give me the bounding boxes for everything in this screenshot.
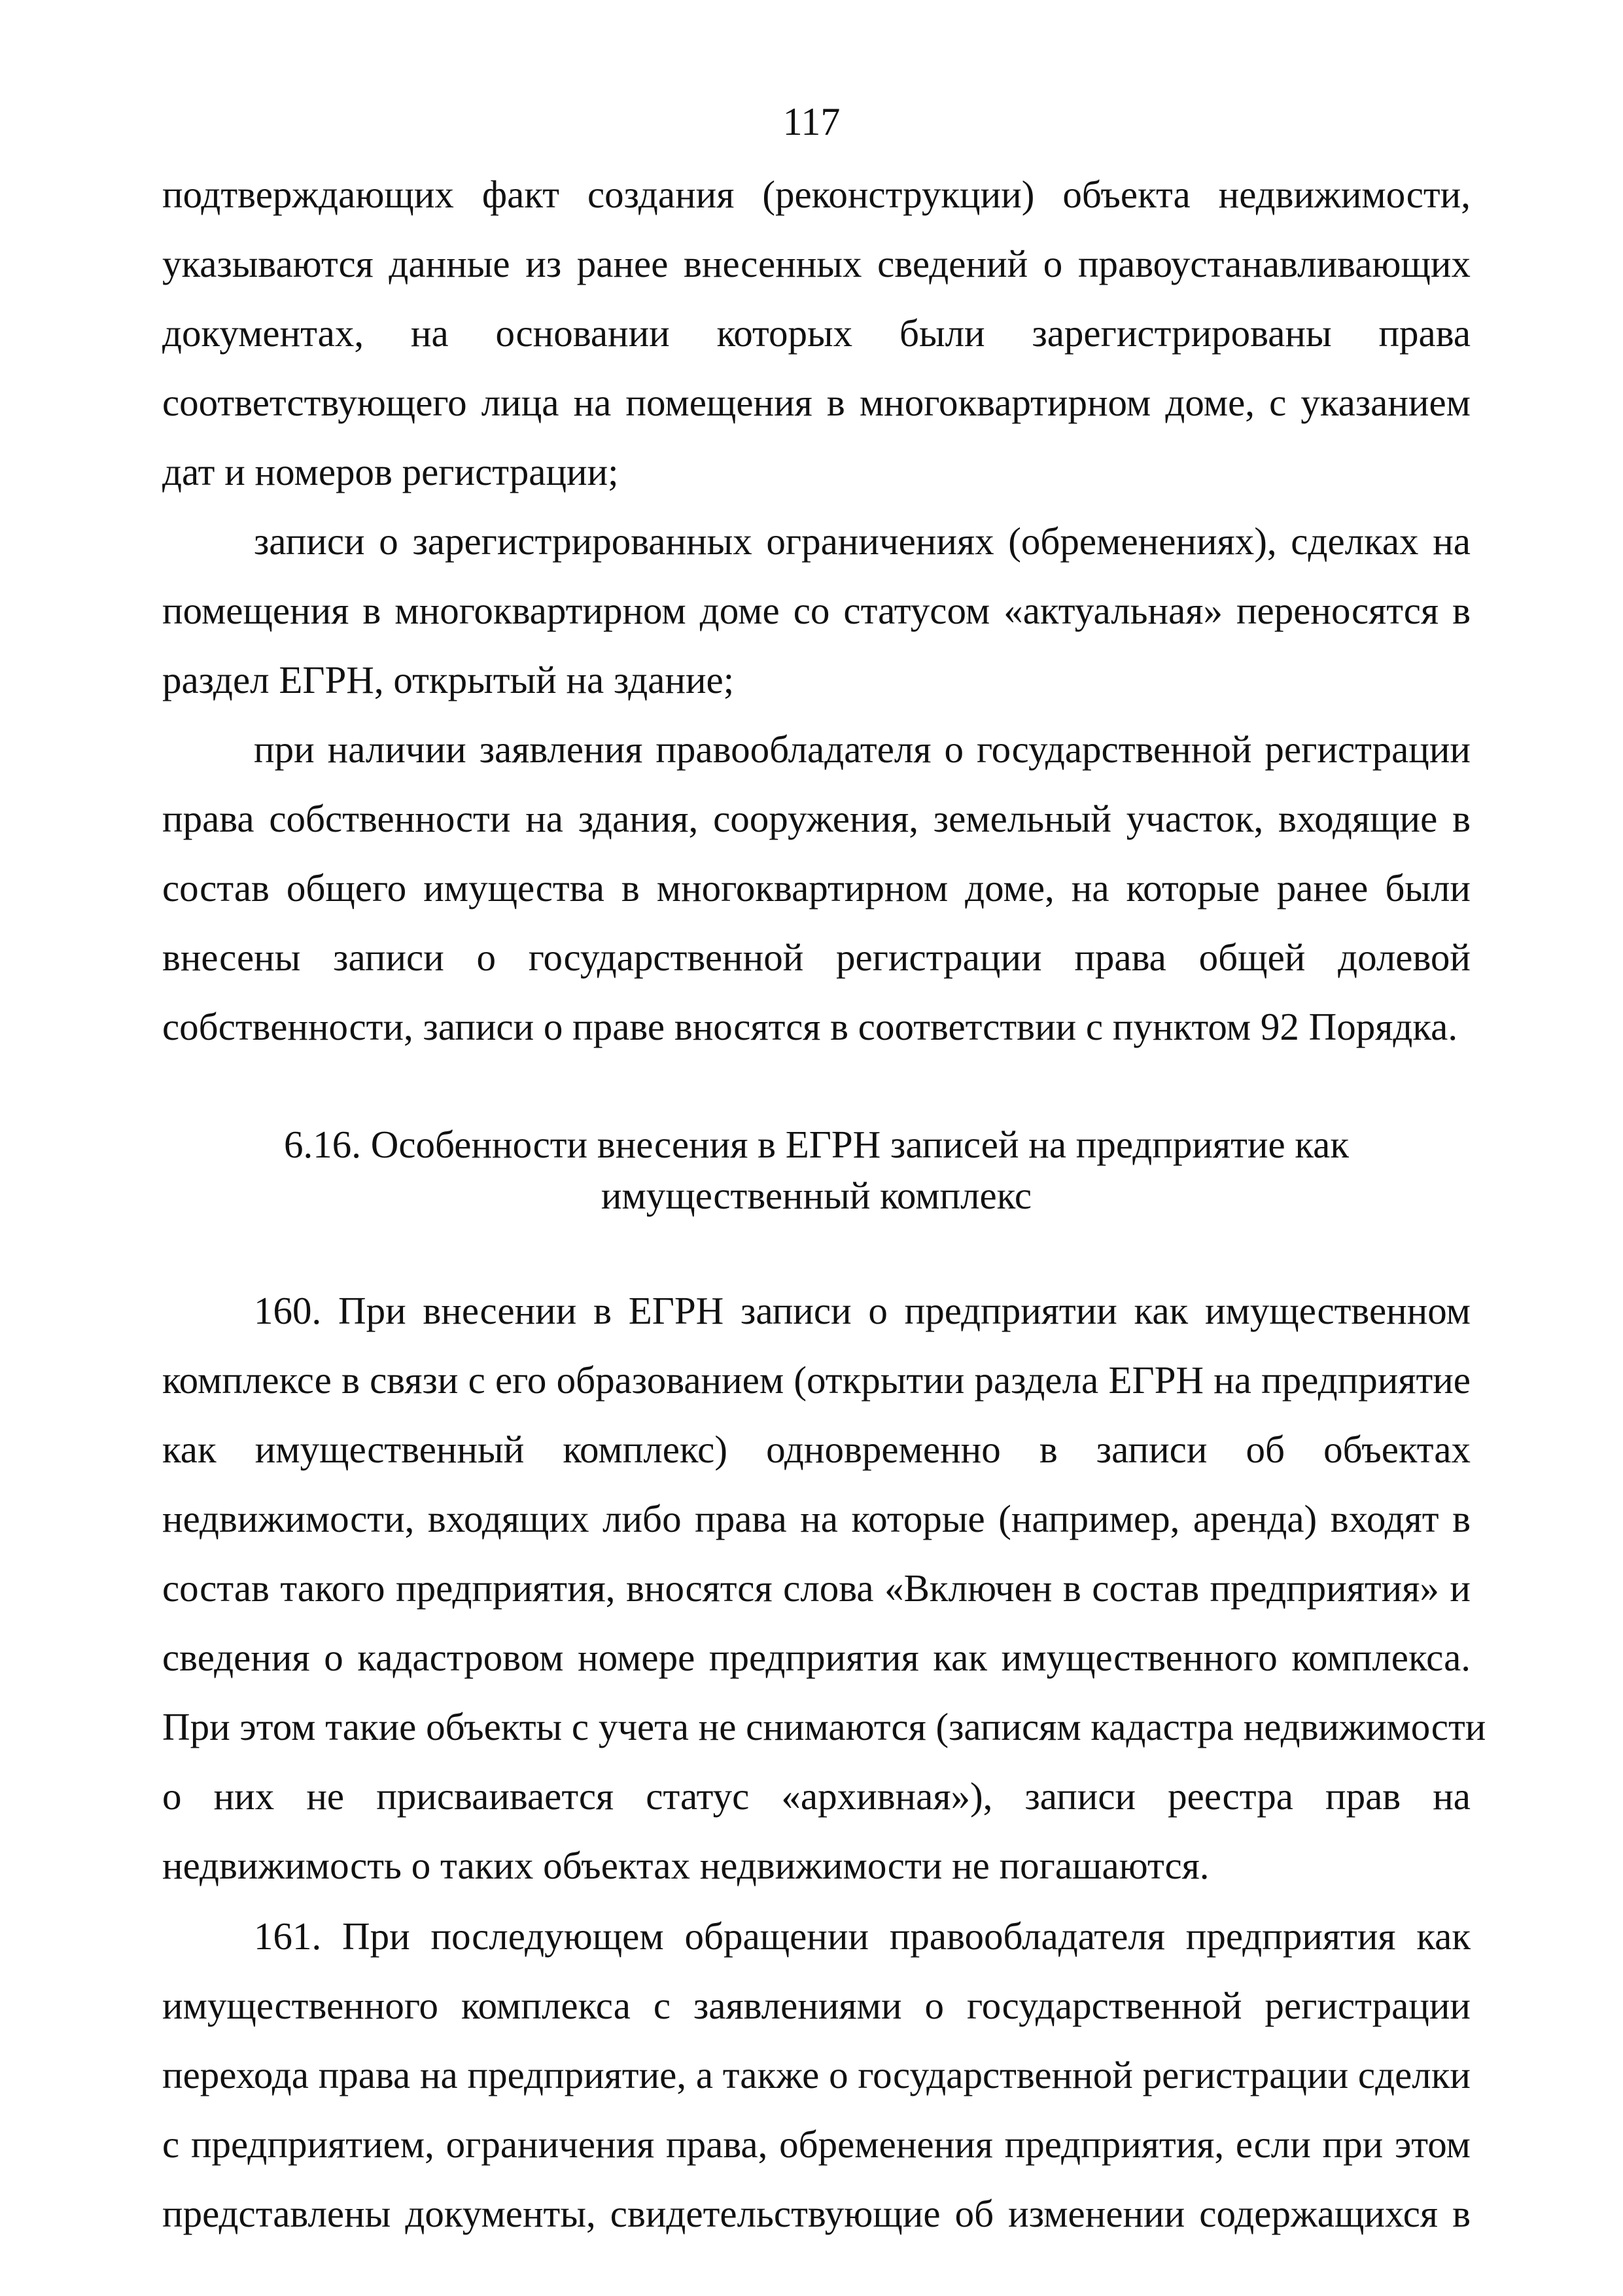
section-heading-line: 6.16. Особенности внесения в ЕГРН записей на предприятие как <box>283 1123 1350 1166</box>
paragraph-continuation <box>162 160 1471 506</box>
text-line: имущественного комплекса с заявлениями о государственной регистрации <box>162 1984 1471 2027</box>
paragraph-encumbrances <box>162 506 1471 715</box>
text-line: подтверждающих факт создания (реконструкции) объекта недвижимости, <box>162 173 1471 216</box>
text-line: указываются данные из ранее внесенных сведений о правоустанавливающих <box>162 242 1471 285</box>
text-line: состав общего имущества в многоквартирном доме, на которые ранее были <box>162 866 1471 910</box>
text-line: комплексе в связи с его образованием (открытии раздела ЕГРН на предприятие <box>162 1358 1471 1402</box>
text-line: недвижимости, входящих либо права на которые (например, аренда) входят в <box>162 1497 1471 1540</box>
text-line: раздел ЕГРН, открытый на здание; <box>162 658 735 701</box>
text-line: о них не присваивается статус «архивная»), записи реестра прав на <box>162 1775 1471 1818</box>
section-heading <box>162 1119 1471 1221</box>
text-line: внесены записи о государственной регистрации права общей долевой <box>162 936 1471 979</box>
text-line: состав такого предприятия, вносятся слова «Включен в состав предприятия» и <box>162 1566 1471 1610</box>
paragraph-ownership-application <box>162 715 1471 1061</box>
text-line: права собственности на здания, сооружения, земельный участок, входящие в <box>162 797 1471 840</box>
text-line: 160. При внесении в ЕГРН записи о предприятии как имущественном <box>254 1289 1471 1332</box>
text-line: с предприятием, ограничения права, обременения предприятия, если при этом <box>162 2123 1471 2166</box>
text-line: при наличии заявления правообладателя о государственной регистрации <box>254 728 1471 771</box>
section-heading-line: имущественный комплекс <box>601 1174 1032 1217</box>
clause-161 <box>162 1901 1471 2248</box>
text-line: помещения в многоквартирном доме со статусом «актуальная» переносятся в <box>162 589 1471 632</box>
text-line: При этом такие объекты с учета не снимаются (записям кадастра недвижимости <box>162 1705 1486 1748</box>
clause-160 <box>162 1276 1486 1900</box>
text-line: собственности, записи о праве вносятся в соответствии с пунктом 92 Порядка. <box>162 1005 1458 1048</box>
text-line: дат и номеров регистрации; <box>162 450 619 493</box>
text-line: 161. При последующем обращении правообладателя предприятия как <box>254 1915 1471 1958</box>
text-line: перехода права на предприятие, а также о государственной регистрации сделки <box>162 2053 1471 2096</box>
text-line: документах, на основании которых были зарегистрированы права <box>162 311 1471 355</box>
text-line: сведения о кадастровом номере предприятия как имущественного комплекса. <box>162 1636 1471 1679</box>
text-line: представлены документы, свидетельствующие об изменении содержащихся в <box>162 2192 1471 2235</box>
text-line: недвижимость о таких объектах недвижимости не погашаются. <box>162 1844 1210 1887</box>
text-line: записи о зарегистрированных ограничениях (обременениях), сделках на <box>254 520 1471 563</box>
text-line: как имущественный комплекс) одновременно в записи об объектах <box>162 1428 1471 1471</box>
page-number: 117 <box>782 100 841 143</box>
text-line: соответствующего лица на помещения в многоквартирном доме, с указанием <box>162 381 1471 424</box>
